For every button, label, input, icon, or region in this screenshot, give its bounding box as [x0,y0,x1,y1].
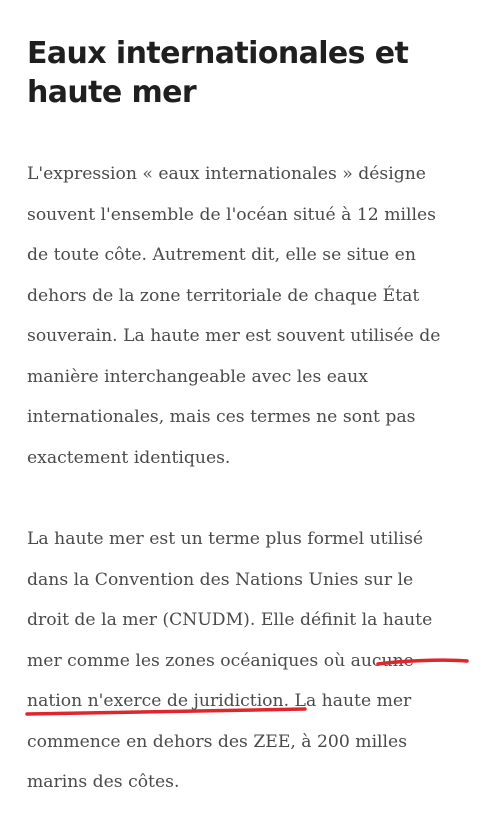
paragraph-line: La haute mer est un terme plus formel utilisé [27,529,424,549]
paragraph-line: nation n'exerce de juridiction. La haute mer [27,691,412,711]
article-title [27,34,477,112]
paragraph-line: commence en dehors des ZEE, à 200 milles [27,731,408,752]
paragraph-line: dans la Convention des Nations Unies sur le [27,569,414,590]
paragraph-line: marins des côtes. [27,772,180,792]
paragraph-line: exactement identiques. [27,447,231,468]
paragraph-line: souvent l'ensemble de l'océan situé à 12 milles [27,204,436,225]
paragraph-line: droit de la mer (CNUDM). Elle définit la haute [27,610,433,630]
paragraph-line: dehors de la zone territoriale de chaque État [27,285,420,306]
paragraph-line: souverain. La haute mer est souvent utilisée de [27,326,441,346]
paragraph-line: mer comme les zones océaniques où aucune [27,650,414,671]
title-line: haute mer [27,75,197,110]
paragraph-1 [27,154,477,478]
title-line: Eaux internationales et [27,36,409,71]
paragraph-line: manière interchangeable avec les eaux [27,366,368,387]
paragraph-line: internationales, mais ces termes ne sont pas [27,407,416,427]
article [27,34,477,803]
paragraph-line: de toute côte. Autrement dit, elle se situe en [27,245,416,265]
paragraph-2 [27,519,477,803]
paragraph-line: L'expression « eaux internationales » désigne [27,164,426,184]
